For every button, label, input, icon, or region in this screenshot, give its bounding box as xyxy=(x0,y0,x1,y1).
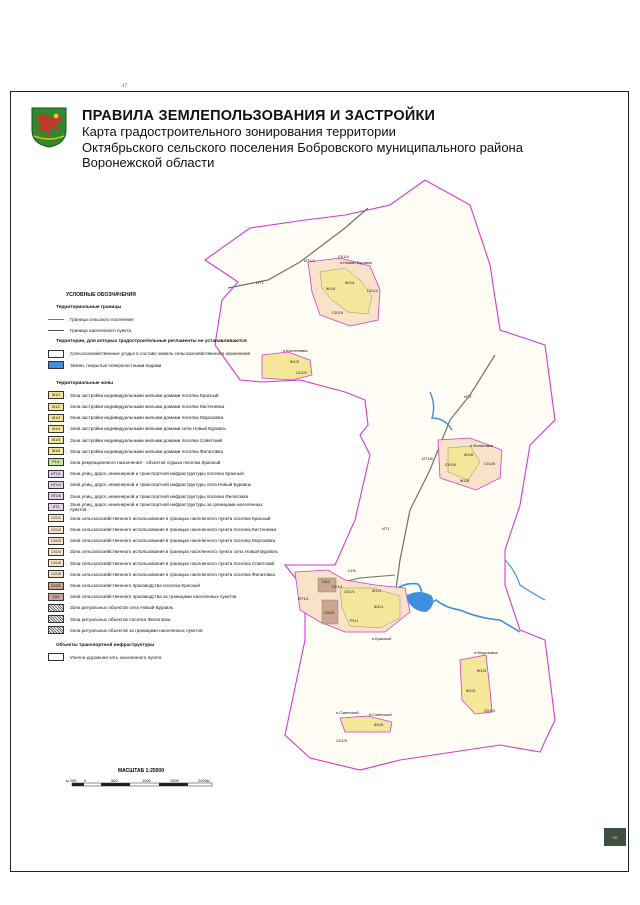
zone-label: Ж1/3 xyxy=(477,668,487,673)
label-kistenevka: п.Кистеневка xyxy=(283,348,308,353)
zone-label: Ж1/2 xyxy=(290,359,300,364)
zone-swatch: Ж1/4 xyxy=(48,425,64,433)
label-morozovka: п.Морозовка xyxy=(474,650,498,655)
legend-label: Сельскохозяйственные угодья в составе земель сельскохозяйственного назначения xyxy=(70,351,251,357)
legend-zone-row xyxy=(48,546,278,557)
legend-zone-row xyxy=(48,602,278,613)
legend-label: Зона сельскохозяйственного производства поселка Красный xyxy=(70,583,200,589)
zone-label: Ж1/5 xyxy=(374,722,384,727)
zone-label: Ж1/4 xyxy=(326,286,336,291)
legend-label: Зона застройки индивидуальными жилыми домами поселка Красный xyxy=(70,392,219,398)
scale-tick: 1500 xyxy=(170,779,179,783)
label-sovetsky-1: п.Советский xyxy=(336,710,359,715)
legend-label: Зона ритуальных объектов за границами населенных пунктов xyxy=(70,627,203,633)
zone-label: СХ1/6 xyxy=(445,462,456,467)
legend-section-transport: Объекты транспортной инфраструктуры xyxy=(56,642,155,648)
farmland-swatch xyxy=(48,350,64,358)
legend-row xyxy=(48,325,278,336)
zone-swatch: Ж1/3 xyxy=(48,414,64,422)
zone-swatch: СХ1/5 xyxy=(48,559,64,567)
legend-label: Зона ритуальных объектов поселка Филатовка xyxy=(70,616,171,622)
legend-label: Зона сельскохозяйственного использования в границах населенного пункта поселка Советский xyxy=(70,560,275,566)
legend-zone-row xyxy=(48,513,278,524)
legend-label: Зона улиц, дорог, инженерной и транспортной инфраструктуры за границами населенных пунктов xyxy=(70,502,263,513)
legend-section-zones: Территориальные зоны xyxy=(56,380,114,386)
label-krasny: п.Красный xyxy=(372,636,392,641)
legend-zone-row xyxy=(48,558,278,569)
scale-tick: 1000 xyxy=(142,779,151,783)
legend-zone-row xyxy=(48,614,278,625)
legend-zone-row xyxy=(48,524,278,535)
road-label: ИТ1 xyxy=(464,394,472,399)
legend-label: Зона рекреационного назначения - объектов отдыха поселка Красный xyxy=(70,459,221,465)
zone-swatch: Ж1/6 xyxy=(48,447,64,455)
legend-zone-row xyxy=(48,412,278,423)
scale-title: МАСШТАБ 1:25000 xyxy=(118,768,164,774)
zone-label: СХ1/1 xyxy=(332,584,343,589)
legend-row xyxy=(48,360,278,371)
legend-label: Земли, покрытые поверхностными водами xyxy=(70,362,162,368)
zone-swatch: Ж1/2 xyxy=(48,403,64,411)
zh-zone-krasny xyxy=(340,588,400,628)
zone-swatch: Ж1/5 xyxy=(48,436,64,444)
legend-zone-row xyxy=(48,479,278,490)
zone-label: Ж1/6 xyxy=(464,452,474,457)
legend-label: Зона сельскохозяйственного использования в границах населенного пункта поселка Кистеневка xyxy=(70,527,277,533)
legend-label: Граница населенного пункта xyxy=(70,328,131,334)
zone-label: СХ1/4 xyxy=(332,310,343,315)
legend-label: Зона сельскохозяйственного использования в границах населенного пункта поселка Морозовка xyxy=(70,538,276,544)
legend-heading: УСЛОВНЫЕ ОБОЗНАЧЕНИЯ xyxy=(66,292,136,298)
legend-label: Зона сельскохозяйственного использования в границах населенного пункта поселка Филатовка xyxy=(70,571,275,577)
zone-swatch: СХ2/1 xyxy=(48,582,64,590)
zone-swatch: СХ1/4 xyxy=(48,548,64,556)
zone-label: СХ2 xyxy=(322,579,330,584)
boundary-settlement-swatch xyxy=(48,316,64,324)
scale-tick: м 250 xyxy=(66,779,77,783)
road-label: ИТ1 xyxy=(382,526,390,531)
legend-label: Зона улиц, дорог, инженерной и транспортной инфраструктуры поселка Филатовка xyxy=(70,493,249,499)
legend-zone-row xyxy=(48,423,278,434)
zone-label: СН1 xyxy=(348,568,357,573)
zone-label: Ж1/3 xyxy=(466,688,476,693)
zone-label: СХ2/1 xyxy=(324,610,335,615)
zone-label: Ж1/1 xyxy=(374,604,384,609)
map-subtitle-2: Октябрьского сельского поселения Бобровского муниципального района xyxy=(82,139,523,155)
legend-section-no-regulation: Территории, для которых градостроительные регламенты не устанавливаются xyxy=(56,339,247,345)
legend-label: Граница сельского поселения xyxy=(70,317,134,323)
zone-label: Ж1/6 xyxy=(460,478,470,483)
zone-swatch: ИТ1/6 xyxy=(48,492,64,500)
label-filatovka: п.Филатовка xyxy=(470,443,494,448)
zone-label: СХ1/6 xyxy=(484,461,495,466)
road-label: ИТ1 xyxy=(256,280,264,285)
legend-label: Зона застройки индивидуальными жилыми домами поселка Советский xyxy=(70,437,223,443)
zone-label: Ж1/4 xyxy=(345,280,355,285)
boundary-locality-swatch xyxy=(48,327,64,335)
zone-label: СХ1/5 xyxy=(336,738,347,743)
zone-swatch: СХ1/1 xyxy=(48,514,64,522)
zone-swatch: Ж1/1 xyxy=(48,391,64,399)
map-title: ПРАВИЛА ЗЕМЛЕПОЛЬЗОВАНИЯ И ЗАСТРОЙКИ xyxy=(82,108,436,124)
zone-label: СХ1/3 xyxy=(484,708,495,713)
legend-zone-row xyxy=(48,457,278,468)
legend-label: Улично-дорожная сеть населенного пункта xyxy=(70,654,162,660)
zone-swatch: СХ1/3 xyxy=(48,537,64,545)
zone-label: СХ1/2 xyxy=(296,370,307,375)
scale-bar xyxy=(66,779,226,795)
water-swatch xyxy=(48,361,64,369)
legend-zone-row xyxy=(48,390,278,401)
legend-label: Зона застройки индивидуальными жилыми домами поселка Морозовка xyxy=(70,415,224,421)
legend-zone-row xyxy=(48,569,278,580)
publisher-badge: ПЕ xyxy=(604,828,626,846)
map-subtitle-1: Карта градостроительного зонирования территории xyxy=(82,124,396,139)
zone-swatch: СХ1/2 xyxy=(48,526,64,534)
legend-zone-list xyxy=(48,390,278,636)
legend-label: Зона застройки индивидуальными жилыми домами села Новый Буравль xyxy=(70,426,226,432)
scale-tick: 2000м xyxy=(198,779,210,783)
zone-swatch xyxy=(48,626,64,634)
legend-zone-row xyxy=(48,591,278,602)
legend-label: Зона застройки индивидуальными жилыми домами поселка Филатовка xyxy=(70,448,223,454)
legend-row xyxy=(48,652,278,663)
legend-zone-row xyxy=(48,490,278,501)
zone-label: СХ1/1 xyxy=(344,589,355,594)
legend-zone-row xyxy=(48,435,278,446)
zone-label: Ж1/1 xyxy=(372,588,382,593)
road-label: ИТ1/1 xyxy=(298,596,309,601)
zone-label: Р1/1 xyxy=(350,618,359,623)
legend-zone-row xyxy=(48,468,278,479)
zone-swatch: ИТ1/4 xyxy=(48,481,64,489)
label-sovetsky-2: п.Советский xyxy=(369,712,392,717)
legend-row xyxy=(48,348,278,359)
road-label: ИТ1/6 xyxy=(422,456,433,461)
zone-label: СХ1/4 xyxy=(367,288,378,293)
map-subtitle-3: Воронежской области xyxy=(82,155,215,170)
legend-section-boundaries: Территориальные границы xyxy=(56,305,122,310)
legend-label: Зона застройки индивидуальными жилыми домами поселка Кистеневка xyxy=(70,404,225,410)
road-label: ИТ1/4 xyxy=(304,258,315,263)
zone-label: СХ1/4 xyxy=(338,254,349,259)
page-number: 17 xyxy=(122,84,127,89)
legend-zone-row xyxy=(48,502,278,513)
legend-zone-row xyxy=(48,580,278,591)
zone-swatch xyxy=(48,604,64,612)
zone-swatch: ИТ1 xyxy=(48,503,64,511)
street-network-swatch xyxy=(48,653,64,661)
legend-row xyxy=(48,314,278,325)
zone-swatch: Р1/1 xyxy=(48,458,64,466)
zone-swatch: СХ1/6 xyxy=(48,570,64,578)
legend-zone-row xyxy=(48,625,278,636)
label-novy-buravl: п.Новый Буравль xyxy=(340,260,373,265)
water-stream-east xyxy=(505,560,545,600)
scale-tick: 0 xyxy=(84,779,87,783)
legend xyxy=(48,292,278,663)
legend-label: Зона ритуальных объектов села Новый Буравль xyxy=(70,605,174,611)
zone-swatch: СХ2 xyxy=(48,593,64,601)
legend-label: Зона сельскохозяйственного использования в границах населенного пункта села Новый Буравль xyxy=(70,549,278,555)
legend-label: Зона сельскохозяйственного производства за границами населенных пунктов xyxy=(70,594,237,600)
legend-label: Зона улиц, дорог, инженерной и транспортной инфраструктуры села Новый Буравль xyxy=(70,482,252,488)
legend-zone-row xyxy=(48,446,278,457)
zone-swatch: ИТ1/1 xyxy=(48,470,64,478)
scale-tick: 500 xyxy=(111,779,118,783)
legend-zone-row xyxy=(48,535,278,546)
zone-swatch xyxy=(48,615,64,623)
legend-label: Зона улиц, дорог, инженерной и транспортной инфраструктуры поселка Красный xyxy=(70,471,244,477)
legend-zone-row xyxy=(48,401,278,412)
legend-label: Зона сельскохозяйственного использования в границах населенного пункта поселка Красный xyxy=(70,515,271,521)
